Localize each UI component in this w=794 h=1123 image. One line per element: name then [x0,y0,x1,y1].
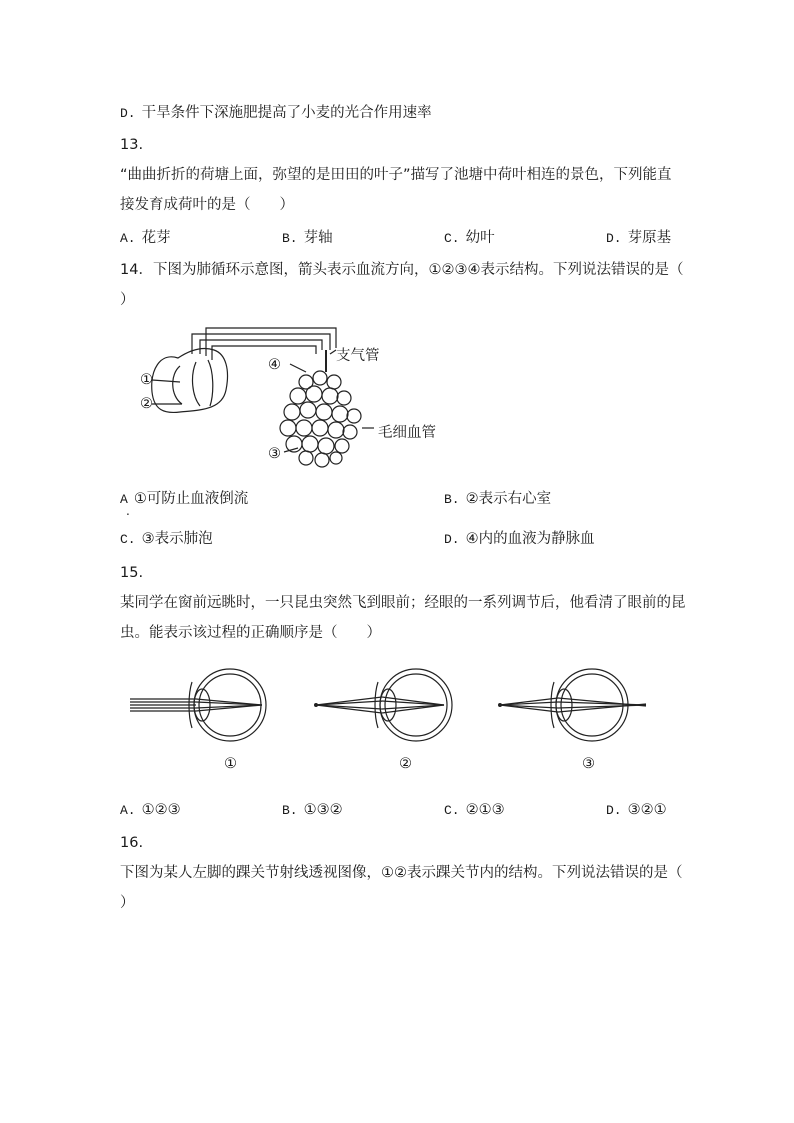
q12-option-d [120,104,432,123]
q13-stem-line2: 接发育成荷叶的是（ ） [120,197,294,213]
q15-stem-line1: 某同学在窗前远眺时，一只昆虫突然飞到眼前；经眼的一系列调节后，他看清了眼前的昆 [120,595,686,611]
q15-option-d [606,801,667,820]
fig15-label-1: ① [224,756,237,772]
q15-option-d-label: D. [606,803,622,818]
q13-option-d-text: 芽原基 [627,230,672,246]
q14-option-b-text: ②表示右心室 [465,491,552,507]
q13-option-b-label: B. [282,231,298,246]
q14-option-b-label: B. [444,492,460,507]
q15-option-d-text: ③②① [627,802,667,818]
fig14-label-1: ① [140,372,153,388]
q13-number: 13. [120,137,144,153]
q14-stem-line1: 14．下图为肺循环示意图，箭头表示血流方向，①②③④表示结构。下列说法错误的是（ [120,262,684,278]
fig15-label-3: ③ [582,756,595,772]
q15-option-b-label: B. [282,803,298,818]
q14-option-a-text: ①可防止血液倒流 [133,491,249,507]
heart-chambers [173,360,213,406]
q16-stem-line1: 下图为某人左脚的踝关节射线透视图像，①②表示踝关节内的结构。下列说法错误的是（ [120,865,683,881]
q14-option-c [120,530,213,549]
q15-option-b-text: ①③② [303,802,343,818]
q14-option-c-text: ③表示肺泡 [141,531,213,547]
fig15-label-2: ② [399,756,412,772]
q12-option-d-label: D. [120,106,136,121]
q13-option-d-label: D. [606,231,622,246]
q13-option-a-text: 花芽 [141,230,171,246]
q13-option-d [606,229,671,248]
fig14-label-2: ② [140,396,153,412]
q14-option-a [120,490,248,509]
fig14-label-3: ③ [268,446,281,462]
fig14-label-trachea: 支气管 [336,348,380,364]
q13-option-b-text: 芽轴 [303,230,333,246]
eye-diagram-1 [130,660,270,750]
q13-option-c-text: 幼叶 [465,230,495,246]
q13-stem-line1: “曲曲折折的荷塘上面，弥望的是田田的叶子”描写了池塘中荷叶相连的景色，下列能直 [120,167,672,183]
q14-option-d-label: D. [444,532,460,547]
q13-option-b [282,229,333,248]
q14-option-c-label: C. [120,532,136,547]
q15-option-b [282,801,343,820]
q13-option-c [444,229,495,248]
fig14-label-capillary: 毛细血管 [378,425,436,441]
q15-stem-line2: 虫。能表示该过程的正确顺序是（ ） [120,625,381,641]
q15-option-a-label: A. [120,803,136,818]
q13-option-c-label: C. [444,231,460,246]
q14-option-a-label: A [120,492,128,507]
q15-option-a-text: ①②③ [141,802,181,818]
pulmonary-circulation-figure [130,320,450,480]
q15-option-c-text: ②①③ [465,802,505,818]
q15-option-a [120,801,181,820]
q12-option-d-text: 干旱条件下深施肥提高了小麦的光合作用速率 [141,105,432,121]
q15-option-c-label: C. [444,803,460,818]
eye-diagram-2 [312,660,462,750]
q13-option-a [120,229,171,248]
q14-stem-line2: ） [120,292,135,308]
q14-option-d [444,530,595,549]
q14-option-a-dot: . [126,504,130,518]
q13-option-a-label: A. [120,231,136,246]
alveoli-cluster [280,371,361,467]
fig14-label-4: ④ [268,357,281,373]
q16-number: 16. [120,835,144,851]
q15-number: 15. [120,565,144,581]
eye-diagram-3 [496,660,656,750]
q16-stem-line2: ） [120,895,135,911]
q14-option-d-text: ④内的血液为静脉血 [465,531,595,547]
q15-option-c [444,801,505,820]
q14-option-b [444,490,551,509]
